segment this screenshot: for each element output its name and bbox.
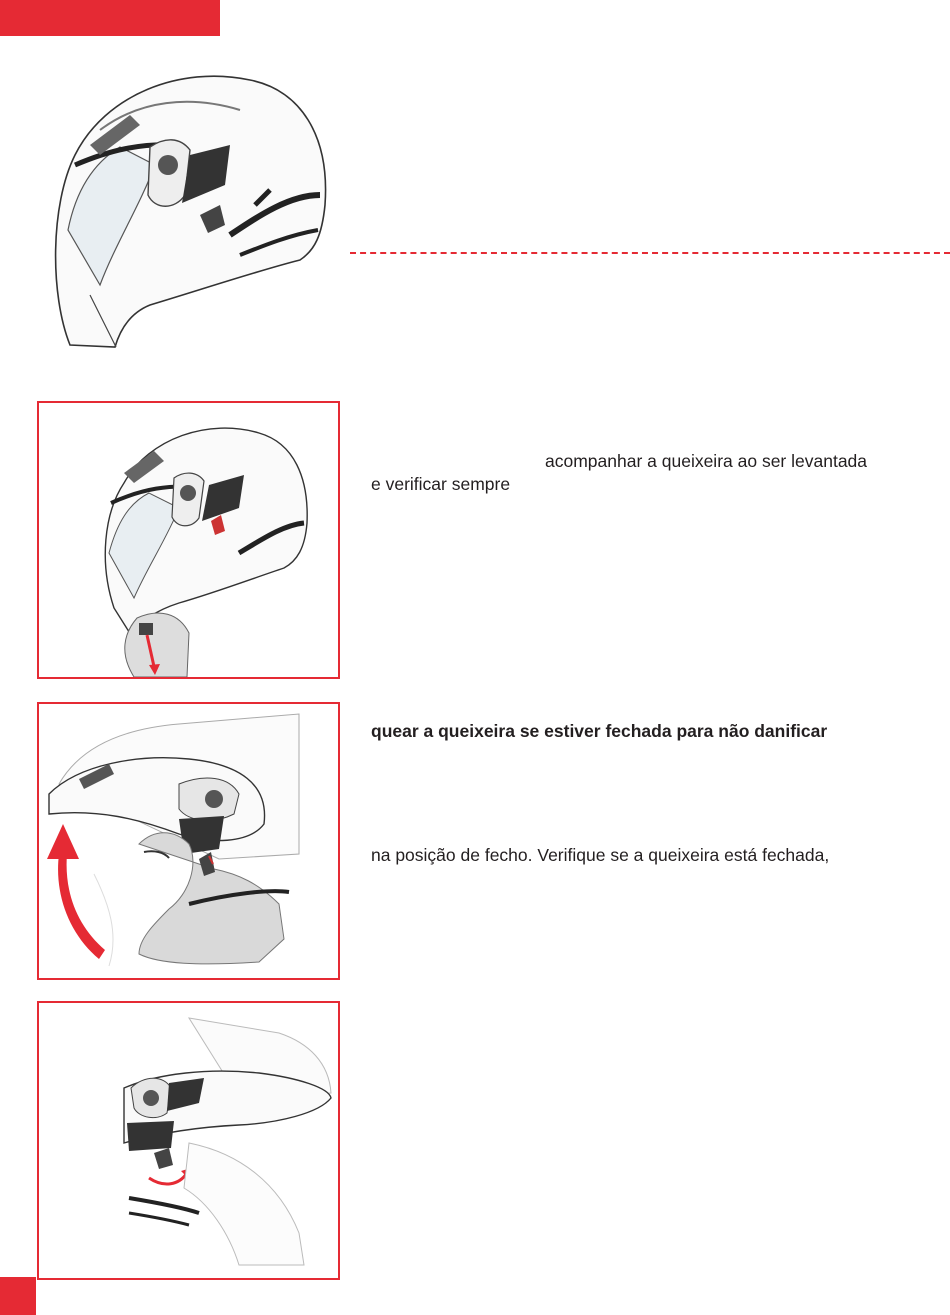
section-divider [350, 252, 950, 254]
helmet-closed-icon [30, 55, 340, 365]
instruction-text: e verificar sempre [371, 474, 511, 494]
instruction-text-bold: quear a queixeira se estiver fechada para não danificar [371, 721, 828, 741]
page-tab-top [0, 0, 220, 36]
chin-guard-latch-icon [39, 1003, 338, 1278]
instruction-text: acompanhar a queixeira ao ser levantada [545, 451, 868, 471]
chin-guard-raising-icon [39, 704, 338, 978]
page-tab-bottom [0, 1277, 36, 1315]
step1-illustration-frame [37, 401, 340, 679]
step2-illustration-frame [37, 702, 340, 980]
step3-illustration-frame [37, 1001, 340, 1280]
chin-release-lever-icon [39, 403, 338, 677]
instruction-text: na posição de fecho. Verifique se a queixeira está fechada, [371, 845, 830, 865]
